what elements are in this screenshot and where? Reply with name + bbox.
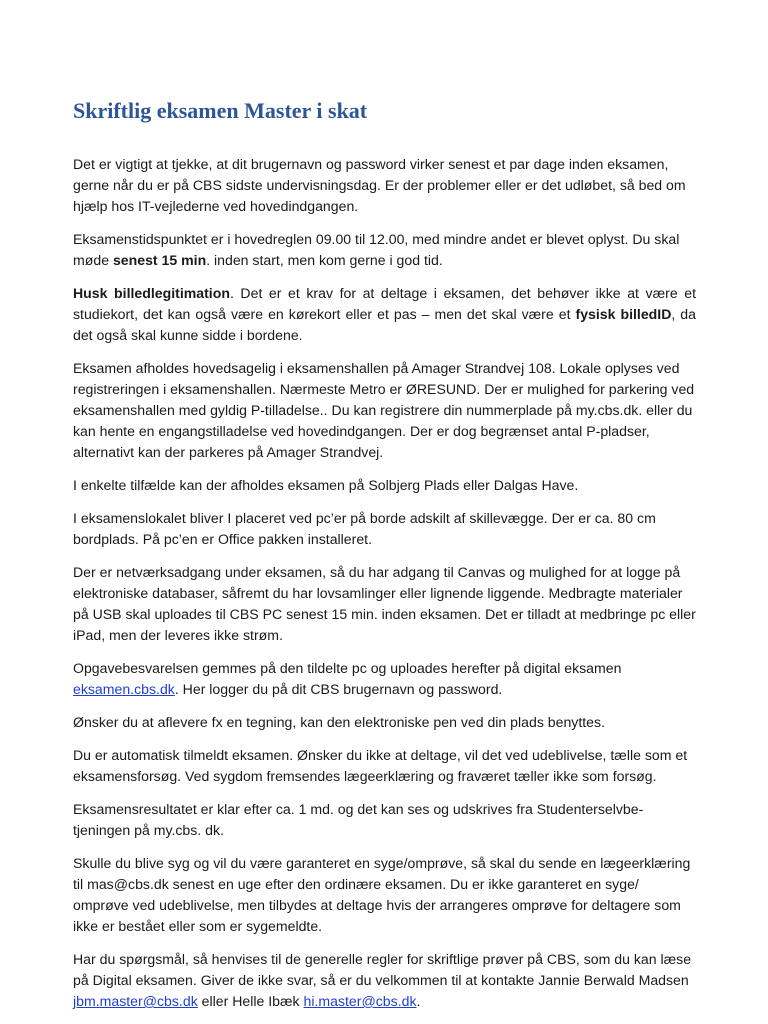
- contact-email-link-jbm[interactable]: jbm.master@cbs.dk: [73, 993, 198, 1009]
- text-span: Opgavebesvarelsen gemmes på den tildelte pc og uploades herefter på digital eksamen: [73, 660, 622, 676]
- contact-email-link-hi[interactable]: hi.master@cbs.dk: [303, 993, 417, 1009]
- bold-text: fysisk billedID: [575, 306, 672, 322]
- paragraph-network: Der er netværksadgang under eksamen, så du har adgang til Canvas og mulighed for at logge på elektroniske databaser, såfremt du har lovsamlinger eller lignende liggende. Medbragte materialer på USB skal uploades til CBS PC senest 15 min. inden eksamen. Det er tilladt at medbringe pc eller iPad, men der leveres ikke strøm.: [73, 564, 696, 643]
- text-span: eller Helle Ibæk: [197, 993, 304, 1009]
- paragraph-other-locations: I enkelte tilfælde kan der afholdes eksamen på Solbjerg Plads eller Dalgas Have.: [73, 477, 579, 493]
- paragraph-sick-exam: Skulle du blive syg og vil du være garanteret en syge/omprøve, så skal du sende en lægeerklæring til mas@cbs.dk senest en uge efter den ordinære eksamen. Du er ikke garanteret en syge/ omprøve ved udeblivelse, men tilbydes at deltage hvis der arrangeres omprøve for deltagere som ikke er bestået eller som er sygemeldte.: [73, 855, 691, 934]
- paragraph-exam-room: I eksamenslokalet bliver I placeret ved pc’er på borde adskilt af skillevægge. Der er ca. 80 cm bordplads. På pc’en er Office pakken installeret.: [73, 510, 656, 547]
- paragraph-drawing: Ønsker du at aflevere fx en tegning, kan den elektroniske pen ved din plads benyttes.: [73, 714, 605, 730]
- text-span: .: [416, 993, 421, 1009]
- paragraph-contact: [73, 949, 696, 1012]
- text-span: . inden start, men kom gerne i god tid.: [206, 252, 443, 268]
- text-span: . Her logger du på dit CBS brugernavn og password.: [174, 681, 503, 697]
- page-title: Skriftlig eksamen Master i skat: [73, 98, 368, 123]
- text-span: Har du spørgsmål, så henvises til de generelle regler for skriftlige prøver på CBS, som du kan læse på Digital eksamen. Giver de ikke svar, så er du velkommen til at kontakte Jannie Berwald Madsen: [73, 951, 692, 988]
- document-body: [73, 154, 696, 1012]
- paragraph-registration: Du er automatisk tilmeldt eksamen. Ønsker du ikke at deltage, vil det ved udeblivelse, tælle som et eksamensforsøg. Ved sygdom fremsendes lægeerklæring og fraværet tæller ikke som forsøg.: [73, 747, 688, 784]
- paragraph-submission: [73, 658, 696, 700]
- text-span: Eksamenstidspunktet er i hovedreglen 09.00 til 12.00, med mindre andet er blevet oplyst. Du skal møde: [73, 231, 680, 268]
- paragraph-location: Eksamen afholdes hovedsagelig i eksamenshallen på Amager Strandvej 108. Lokale oplyses ved registreringen i eksamenshallen. Nærmeste Metro er ØRESUND. Der er mulighed for parkering ved eksamenshallen med gyldig P-tilladelse.. Du kan registrere din nummerplade på my.cbs.dk. eller du kan hente en engangstilladelse ved hovedindgangen. Der er dog begrænset antal P-pladser, alternativt kan der parkeres på Amager Strandvej.: [73, 360, 695, 460]
- paragraph-photo-id: [73, 283, 696, 346]
- digital-exam-link[interactable]: eksamen.cbs.dk: [73, 681, 175, 697]
- bold-text: senest 15 min: [112, 252, 207, 268]
- paragraph-login-check: Det er vigtigt at tjekke, at dit brugernavn og password virker senest et par dage inden eksamen, gerne når du er på CBS sidste undervisningsdag. Er der problemer eller er det udløbet, så bed om hjælp hos IT-vejlederne ved hovedindgangen.: [73, 156, 686, 214]
- bold-text: Husk billedlegitimation: [73, 285, 230, 301]
- paragraph-exam-time: [73, 229, 696, 271]
- text-span: . Det er et krav for at deltage i eksamen, det behøver ikke at være et studiekort, det kan også være en kørekort eller et pas – men det skal være et: [73, 285, 696, 322]
- text-span: , da det også skal kunne sidde i bordene.: [73, 306, 696, 343]
- paragraph-results: Eksamensresultatet er klar efter ca. 1 md. og det kan ses og udskrives fra Studenterselvbe-tjeningen på my.cbs. dk.: [73, 801, 644, 838]
